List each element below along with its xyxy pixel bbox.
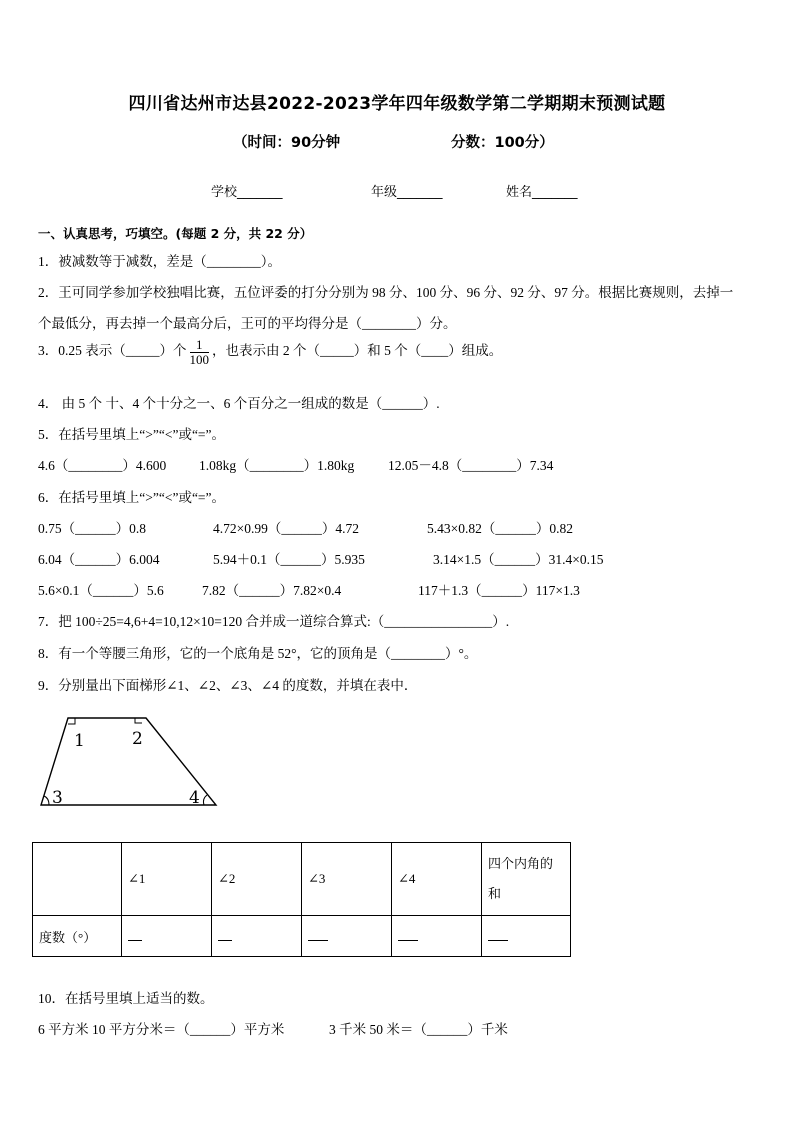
table-row [33,916,571,957]
question-10: 10．在括号里填上适当的数。 [38,991,214,1006]
question-7: 7．把 100÷25=4,6+4=10,12×10=120 合并成一道综合算式:（________________）. [38,614,510,629]
angle-4-input[interactable] [392,916,482,957]
name-field: 姓名_______ [506,185,578,200]
q5-item-2: 1.08kg（________）1.80kg [199,458,355,473]
q10-item-1: 6 平方米 10 平方分米＝（______）平方米 [38,1022,285,1037]
question-2-line-2: 个最低分，再去掉一个最高分后，王可的平均得分是（________）分。 [38,316,457,331]
angle-label-3: 3 [52,788,63,808]
fraction-denominator: 100 [189,351,209,367]
trapezoid-figure [36,708,222,812]
table-header-angle-2: ∠2 [212,843,302,916]
answer-blank [218,928,232,941]
angle-4-marker [203,795,207,805]
section-heading: 一、认真思考，巧填空。(每题 2 分，共 22 分） [38,226,313,241]
q6-r3-c1: 5.6×0.1（______）5.6 [38,583,164,598]
angle-1-marker [68,718,75,724]
q6-r1-c1: 0.75（______）0.8 [38,521,146,536]
q6-r3-c2: 7.82（______）7.82×0.4 [202,583,342,598]
q6-r2-c1: 6.04（______）6.004 [38,552,160,567]
school-field: 学校_______ [211,185,283,200]
q6-r1-c2: 4.72×0.99（______）4.72 [213,521,359,536]
table-header-angle-3: ∠3 [302,843,392,916]
exam-score: 分数：100分） [451,135,554,151]
answer-blank [488,928,508,941]
q10-item-2: 3 千米 50 米＝（______）千米 [329,1022,508,1037]
question-9: 9．分别量出下面梯形∠1、∠2、∠3、∠4 的度数，并填在表中． [38,678,418,693]
question-6: 6．在括号里填上“>”“<”或“=”。 [38,490,226,505]
angle-3-marker [44,796,49,805]
answer-blank [398,928,418,941]
grade-field: 年级_______ [371,185,443,200]
q5-item-3: 12.05－4.8（________）7.34 [388,458,554,473]
table-header-angle-1: ∠1 [122,843,212,916]
table-corner-cell [33,843,122,916]
table-header-row [33,843,571,916]
q6-r3-c3: 117＋1.3（______）117×1.3 [418,583,580,598]
table-row-label: 度数（°） [33,916,122,957]
table-header-sum: 四个内角的和 [482,843,571,916]
question-3 [38,338,502,366]
angle-sum-input[interactable] [482,916,571,957]
table-header-angle-4: ∠4 [392,843,482,916]
question-1: 1．被减数等于减数，差是（________）。 [38,254,281,269]
q6-r2-c3: 3.14×1.5（______）31.4×0.15 [433,552,604,567]
q6-r2-c2: 5.94＋0.1（______）5.935 [213,552,365,567]
answer-blank [128,928,142,941]
question-2-line-1: 2．王可同学参加学校独唱比赛，五位评委的打分分别为 98 分、100 分、96 分、92 分、97 分。根据比赛规则，去掉一 [38,285,734,300]
angle-label-4: 4 [189,788,200,808]
angle-label-2: 2 [132,729,143,749]
angle-table [32,842,571,957]
angle-3-input[interactable] [302,916,392,957]
fraction-numerator: 1 [190,338,210,353]
question-3-prefix: 3．0.25 表示（_____）个 [38,343,187,359]
q5-item-1: 4.6（________）4.600 [38,458,167,473]
q6-r1-c3: 5.43×0.82（______）0.82 [427,521,573,536]
angle-label-1: 1 [74,731,85,751]
answer-blank [308,928,328,941]
exam-time: （时间：90分钟 [233,135,341,151]
fraction-one-hundredth [190,338,210,366]
angle-2-input[interactable] [212,916,302,957]
angle-1-input[interactable] [122,916,212,957]
angle-2-marker [135,718,142,723]
page-title: 四川省达州市达县2022-2023学年四年级数学第二学期期末预测试题 [128,94,666,114]
question-4: 4． 由 5 个 十、4 个十分之一、6 个百分之一组成的数是（______）. [38,396,440,411]
question-8: 8．有一个等腰三角形，它的一个底角是 52°，它的顶角是（________）°。 [38,646,478,661]
question-5: 5．在括号里填上“>”“<”或“=”。 [38,427,226,442]
question-3-suffix: ，也表示由 2 个（_____）和 5 个（____）组成。 [212,343,503,359]
